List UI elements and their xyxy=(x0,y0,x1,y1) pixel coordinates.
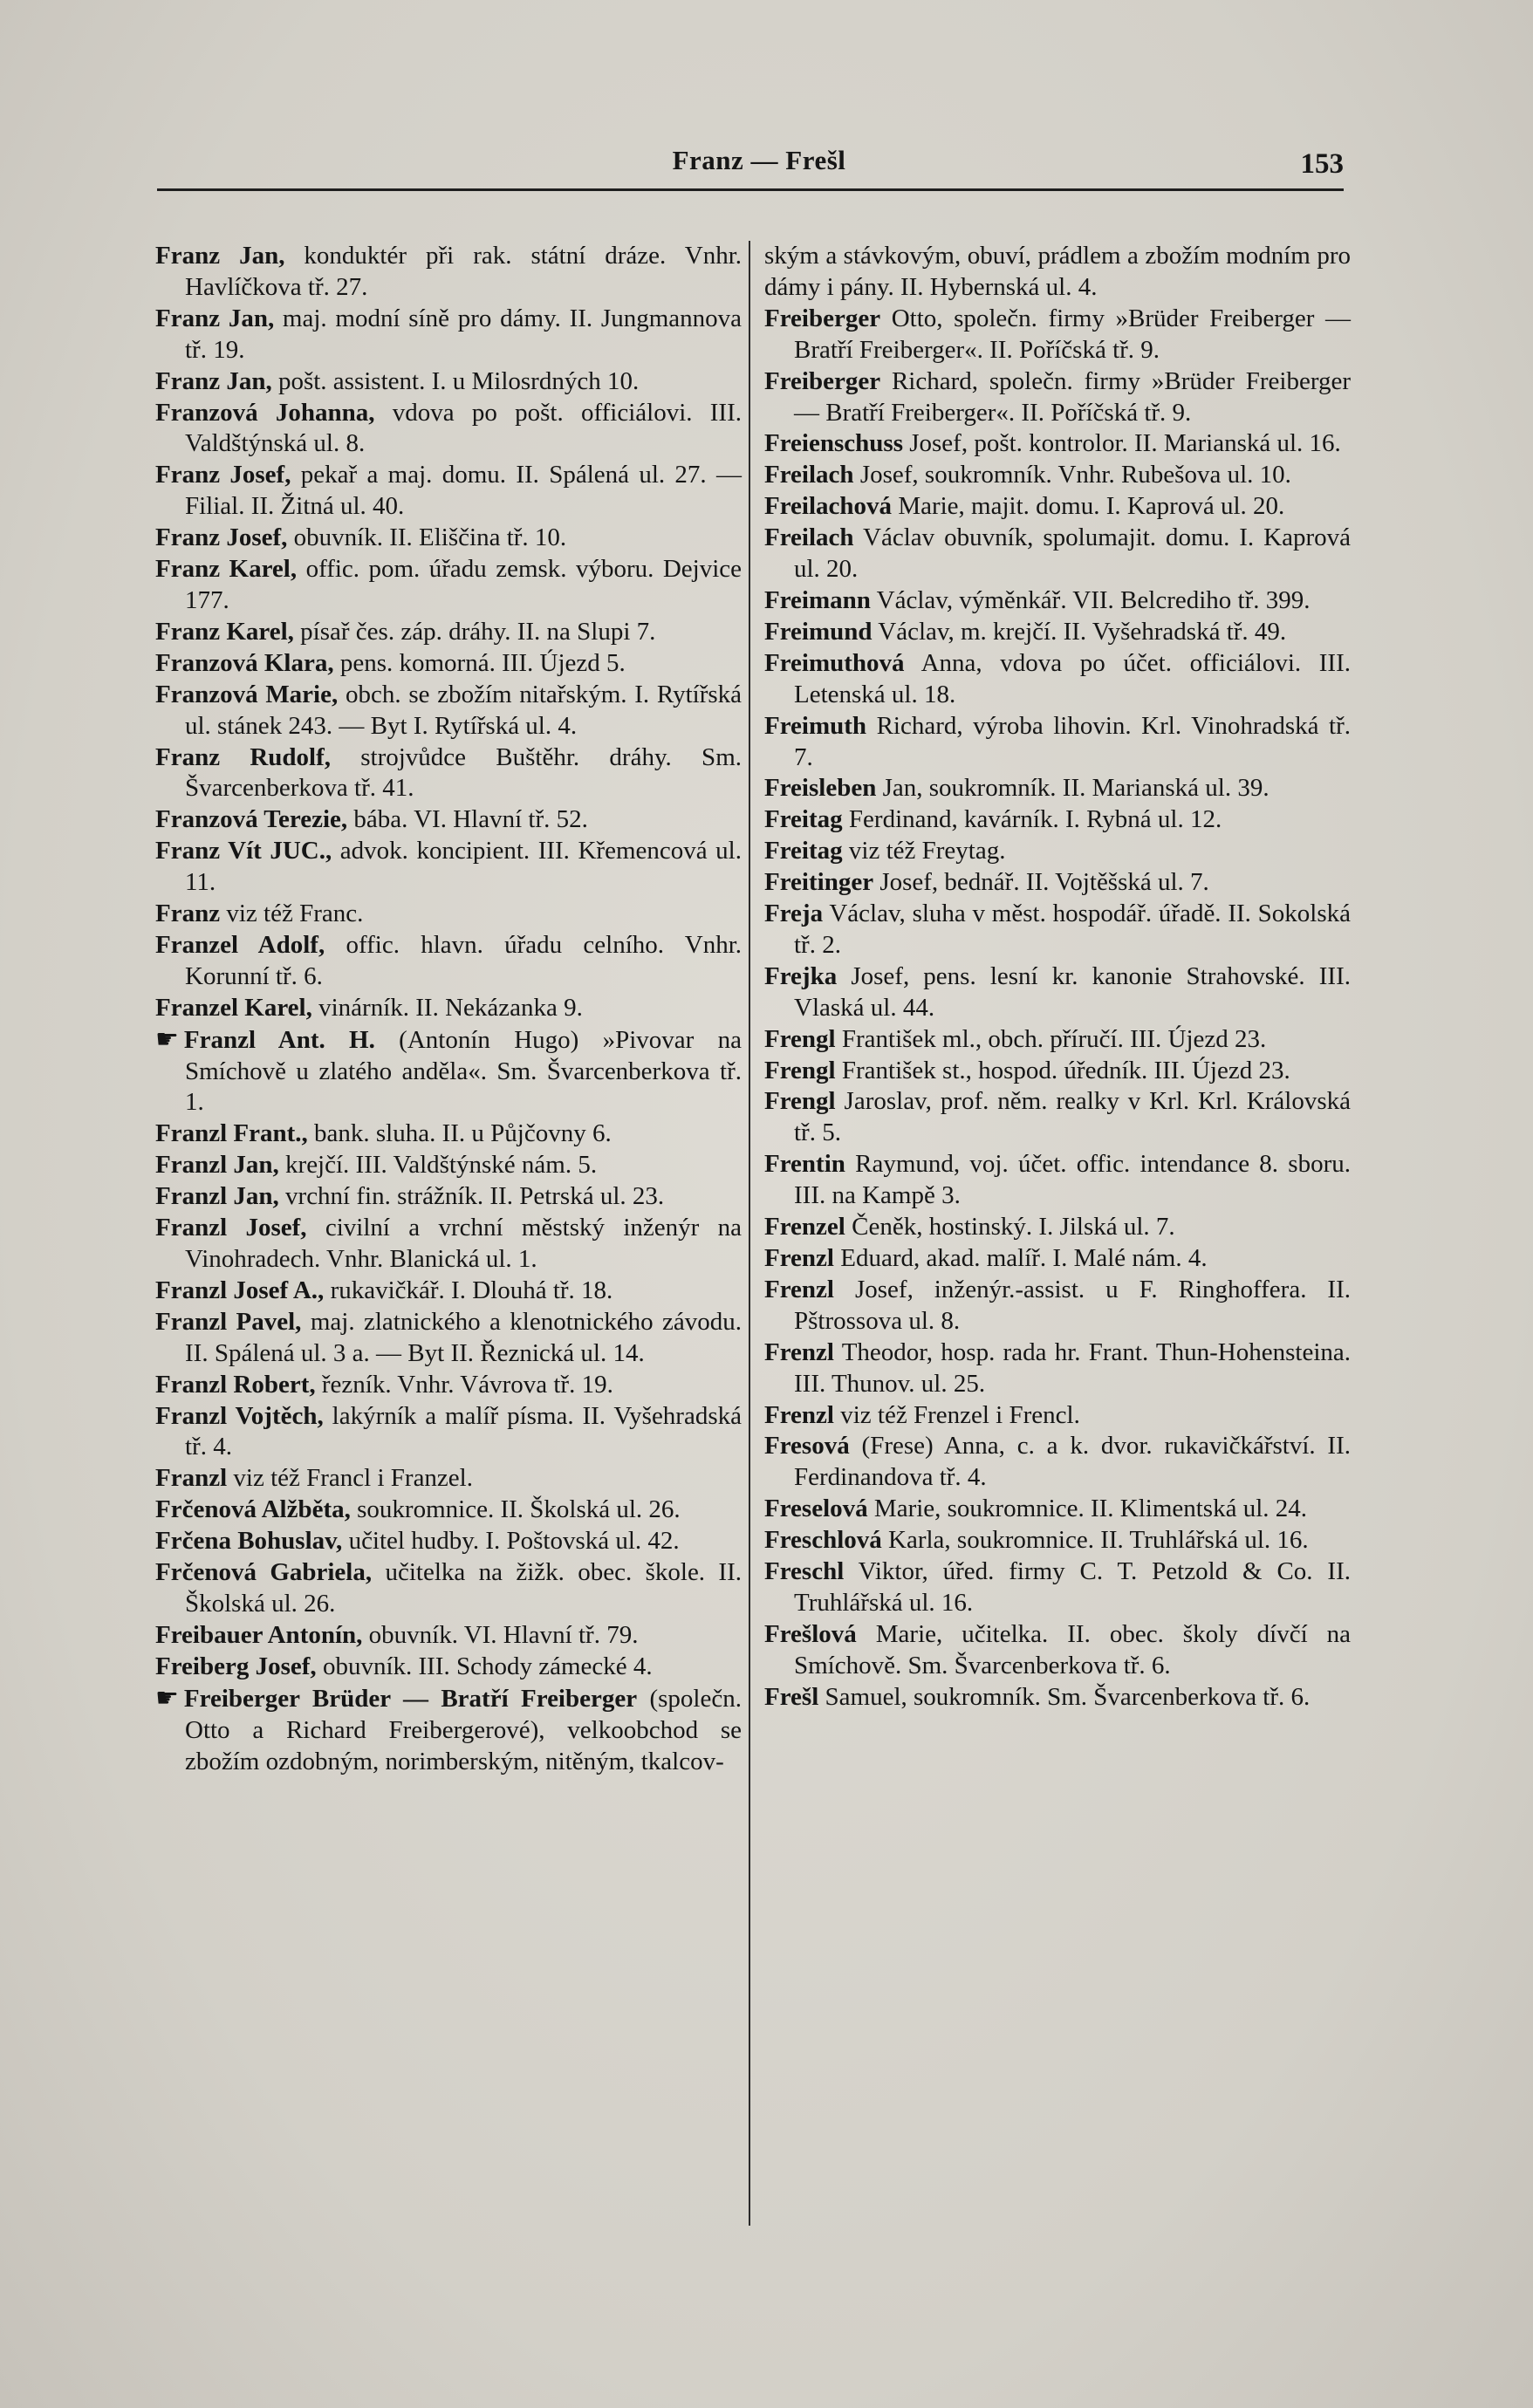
directory-entry xyxy=(764,617,1351,648)
entry-name: Franzl Robert, xyxy=(155,1370,316,1399)
entry-text: Richard, výroba lihovin. Krl. Vinohradská tř. 7. xyxy=(794,711,1351,771)
entry-text: obuvník. III. Schody zámecké 4. xyxy=(316,1652,653,1680)
directory-entry xyxy=(155,366,742,398)
entry-text: maj. modní síně pro dámy. II. Jungmannova tř. 19. xyxy=(185,304,742,364)
entry-text: (společn. Otto a Richard Freibergerové), velkoobchod se zbožím ozdobným, norimberským, nitěným, tkalcov- xyxy=(185,1684,742,1775)
directory-entry xyxy=(764,711,1351,774)
entry-text: (Frese) Anna, c. a k. dvor. rukavičkářství. II. Ferdinandova tř. 4. xyxy=(794,1432,1351,1492)
entry-text: Karla, soukromnice. II. Truhlářská ul. 16. xyxy=(881,1526,1309,1555)
entry-name: Freimund xyxy=(764,617,873,646)
directory-entry xyxy=(155,617,742,648)
directory-entry xyxy=(155,554,742,617)
entry-name: Frenzl xyxy=(764,1337,834,1366)
entry-name: Freilach xyxy=(764,461,854,489)
directory-entry xyxy=(155,460,742,523)
directory-entry xyxy=(155,899,742,930)
entry-text: obuvník. II. Eliščina tř. 10. xyxy=(287,523,567,552)
directory-entry xyxy=(764,1212,1351,1243)
directory-entry xyxy=(764,460,1351,491)
entry-text: Marie, soukromnice. II. Klimentská ul. 24. xyxy=(867,1495,1308,1523)
entry-name: Franz Josef, xyxy=(155,523,288,552)
entry-text: Anna, vdova po účet. officiálovi. III. Letenská ul. 18. xyxy=(794,648,1351,708)
entry-name: Freitag xyxy=(764,837,843,865)
entry-name: Franz Jan, xyxy=(155,304,275,332)
entry-name: Fresová xyxy=(764,1432,850,1461)
entry-text: (Antonín Hugo) »Pivovar na Smíchově u zlatého anděla«. Sm. Švarcenberkova tř. 1. xyxy=(185,1025,742,1117)
entry-name: Franz Karel, xyxy=(155,617,294,646)
directory-entry xyxy=(764,773,1351,804)
entry-text: obch. se zbožím nitařským. I. Rytířská ul. stánek 243. — Byt I. Rytířská ul. 4. xyxy=(185,680,743,740)
entry-text: Viktor, úřed. firmy C. T. Petzold & Co. II. Truhlářská ul. 16. xyxy=(794,1557,1351,1617)
entry-text: řezník. Vnhr. Vávrova tř. 19. xyxy=(315,1370,613,1399)
entry-name: Franzl Josef, xyxy=(155,1214,307,1242)
pointing-hand-icon: ☛ xyxy=(155,1682,179,1714)
entry-name: Freja xyxy=(764,900,824,928)
entry-text: lakýrník a malíř písma. II. Vyšehradská tř. 4. xyxy=(185,1401,742,1461)
entry-name: Frenzel xyxy=(764,1213,845,1242)
directory-entry xyxy=(155,1557,742,1620)
directory-entry xyxy=(764,585,1351,617)
entry-text: Eduard, akad. malíř. I. Malé nám. 4. xyxy=(834,1244,1208,1272)
directory-entry xyxy=(155,304,742,366)
entry-name: Freilach xyxy=(764,523,854,552)
entry-text: Marie, učitelka. II. obec. školy dívčí na Smíchově. Sm. Švarcenberkova tř. 6. xyxy=(794,1619,1351,1679)
entry-name: Franz Vít JUC., xyxy=(155,837,332,865)
directory-entry xyxy=(155,1495,742,1526)
entry-name: Franzová Klara, xyxy=(155,648,334,677)
directory-entry xyxy=(764,648,1351,711)
directory-entry xyxy=(764,961,1351,1024)
directory-entry xyxy=(155,680,742,742)
directory-entry xyxy=(155,1463,742,1495)
entry-name: Frčenová Gabriela, xyxy=(155,1558,373,1587)
directory-entry xyxy=(764,304,1351,366)
entry-name: Freilachová xyxy=(764,492,893,521)
entry-text: viz též Frenzel i Frencl. xyxy=(834,1400,1080,1429)
entry-text: civilní a vrchní městský inženýr na Vinohradech. Vnhr. Blanická ul. 1. xyxy=(185,1214,742,1273)
entry-name: Freiberger Brüder — Bratří Freiberger xyxy=(183,1684,638,1713)
entry-name: Franz Josef, xyxy=(155,461,291,489)
entry-text: učitelka na žižk. obec. škole. II. Školská ul. 26. xyxy=(185,1558,742,1618)
directory-entry xyxy=(155,1276,742,1307)
directory-entry xyxy=(155,930,742,993)
entry-text: Josef, pens. lesní kr. kanonie Strahovské. III. Vlaská ul. 44. xyxy=(794,961,1351,1022)
entry-name: Freiberger xyxy=(764,366,881,395)
directory-entry xyxy=(764,1400,1351,1432)
directory-entry xyxy=(155,1526,742,1557)
directory-entry xyxy=(764,1525,1351,1556)
directory-entry xyxy=(764,241,1351,304)
entry-name: Frčena Bohuslav, xyxy=(155,1527,343,1556)
entry-text: viz též Francl i Franzel. xyxy=(227,1464,473,1493)
header-rule xyxy=(157,188,1344,191)
directory-entry xyxy=(155,1620,742,1652)
entry-text: Václav, sluha v měst. hospodář. úřadě. II. Sokolská tř. 2. xyxy=(794,900,1351,959)
entry-text: offic. hlavn. úřadu celního. Vnhr. Korunní tř. 6. xyxy=(185,930,743,990)
entry-text: strojvůdce Buštěhr. dráhy. Sm. Švarcenberkova tř. 41. xyxy=(185,742,742,803)
entry-text: pens. komorná. III. Újezd 5. xyxy=(333,648,626,677)
directory-entry xyxy=(764,1086,1351,1149)
entry-name: Franzl Jan, xyxy=(155,1182,279,1211)
entry-name: Freiberger xyxy=(764,304,881,332)
entry-text: učitel hudby. I. Poštovská ul. 42. xyxy=(342,1527,680,1556)
entry-name: Franzl Ant. H. xyxy=(183,1025,375,1054)
directory-entry xyxy=(764,867,1351,899)
directory-entry xyxy=(155,1181,742,1213)
entry-text: František st., hospod. úředník. III. Újezd 23. xyxy=(835,1056,1290,1084)
entry-name: Franz Rudolf, xyxy=(155,742,331,771)
entry-text: offic. pom. úřadu zemsk. výboru. Dejvice 177. xyxy=(185,555,742,614)
entry-text: Josef, bednář. II. Vojtěšská ul. 7. xyxy=(873,868,1209,897)
entry-name: Frešl xyxy=(764,1682,819,1711)
entry-name: Franzová Marie, xyxy=(155,680,339,708)
entry-text: obuvník. VI. Hlavní tř. 79. xyxy=(362,1620,639,1649)
directory-entry xyxy=(764,491,1351,523)
entry-name: Freimuth xyxy=(764,711,867,740)
directory-entry xyxy=(764,1494,1351,1525)
entry-name: Frenzl xyxy=(764,1275,834,1303)
entry-name: Freschlová xyxy=(764,1526,882,1555)
entry-text: Václav, m. krejčí. II. Vyšehradská tř. 49. xyxy=(872,617,1287,646)
entry-name: Franzel Karel, xyxy=(155,993,312,1022)
directory-entry xyxy=(155,398,742,461)
entry-text: soukromnice. II. Školská ul. 26. xyxy=(350,1495,681,1524)
right-column xyxy=(764,241,1351,1714)
entry-text: Richard, společn. firmy »Brüder Freiberger — Bratří Freiberger«. II. Poříčská tř. 9. xyxy=(794,366,1351,427)
directory-entry xyxy=(155,836,742,899)
entry-text: pekař a maj. domu. II. Spálená ul. 27. — Filial. II. Žitná ul. 40. xyxy=(185,461,742,521)
directory-entry xyxy=(155,648,742,680)
directory-entry xyxy=(155,742,742,805)
entry-name: Freitinger xyxy=(764,868,874,897)
left-column xyxy=(155,241,742,1777)
directory-entry xyxy=(764,366,1351,429)
entry-text: krejčí. III. Valdštýnské nám. 5. xyxy=(278,1151,598,1180)
directory-entry xyxy=(764,899,1351,961)
directory-entry xyxy=(155,1213,742,1276)
directory-entry xyxy=(764,1682,1351,1714)
directory-entry xyxy=(764,836,1351,867)
entry-text: Samuel, soukromník. Sm. Švarcenberkova tř. 6. xyxy=(818,1682,1311,1711)
directory-entry xyxy=(764,1243,1351,1275)
entry-text: viz též Franc. xyxy=(220,900,364,928)
entry-name: Franzová Johanna, xyxy=(155,398,375,427)
page-number: 153 xyxy=(1300,148,1344,180)
entry-name: Freitag xyxy=(764,805,843,834)
entry-name: Frenzl xyxy=(764,1244,834,1272)
entry-text: Čeněk, hostinský. I. Jilská ul. 7. xyxy=(845,1213,1175,1242)
column-divider xyxy=(749,241,750,2226)
directory-entry xyxy=(764,1024,1351,1056)
entry-text: bank. sluha. II. u Půjčovny 6. xyxy=(307,1119,612,1148)
directory-entry xyxy=(155,1307,742,1370)
directory-entry xyxy=(764,1619,1351,1682)
entry-text: Raymund, voj. účet. offic. intendance 8. sboru. III. na Kampě 3. xyxy=(794,1150,1351,1210)
directory-entry xyxy=(764,1556,1351,1619)
entry-text: Václav obuvník, spolumajit. domu. I. Kaprová ul. 20. xyxy=(794,523,1351,584)
directory-entry xyxy=(764,1275,1351,1337)
entry-text: Josef, pošt. kontrolor. II. Marianská ul. 16. xyxy=(902,429,1341,458)
entry-name: Freibauer Antonín, xyxy=(155,1620,363,1649)
directory-entry xyxy=(155,993,742,1024)
entry-name: Frejka xyxy=(764,961,838,990)
entry-text: Theodor, hosp. rada hr. Frant. Thun-Hohensteina. III. Thunov. ul. 25. xyxy=(794,1337,1351,1398)
directory-entry xyxy=(155,1118,742,1150)
directory-entry xyxy=(764,804,1351,836)
entry-name: Franzl Pavel, xyxy=(155,1307,302,1336)
entry-name: Franz Jan, xyxy=(155,366,272,395)
entry-text: písař čes. záp. dráhy. II. na Slupi 7. xyxy=(293,617,656,646)
entry-text: František ml., obch. příručí. III. Újezd 23. xyxy=(835,1024,1267,1053)
entry-text: Jaroslav, prof. něm. realky v Krl. Krl. Královská tř. 5. xyxy=(794,1087,1351,1147)
directory-entry xyxy=(764,1337,1351,1400)
entry-text: bába. VI. Hlavní tř. 52. xyxy=(347,805,588,834)
entry-name: Franzl Frant., xyxy=(155,1119,308,1148)
pointing-hand-icon: ☛ xyxy=(155,1023,179,1055)
entry-text: vinárník. II. Nekázanka 9. xyxy=(311,993,583,1022)
entry-text: rukavičkář. I. Dlouhá tř. 18. xyxy=(324,1276,613,1304)
directory-entry xyxy=(764,1149,1351,1212)
directory-entry xyxy=(764,428,1351,460)
entry-name: Freimuthová xyxy=(764,648,905,677)
entry-name: Frčenová Alžběta, xyxy=(155,1495,351,1524)
directory-entry xyxy=(764,1431,1351,1494)
entry-text: Václav, výměnkář. VII. Belcrediho tř. 399. xyxy=(870,585,1311,614)
entry-text: Otto, společn. firmy »Brüder Freiberger — Bratří Freiberger«. II. Poříčská tř. 9. xyxy=(794,304,1351,364)
directory-entry xyxy=(155,1150,742,1181)
entry-name: Frenzl xyxy=(764,1400,834,1429)
entry-name: Franzová Terezie, xyxy=(155,805,348,834)
entry-text: ským a stávkovým, obuví, prádlem a zbožím modním pro dámy i pány. II. Hybernská ul. 4. xyxy=(764,242,1351,301)
entry-name: Frentin xyxy=(764,1150,845,1179)
entry-name: Franzl Vojtěch, xyxy=(155,1401,324,1430)
entry-text: konduktér při rak. státní dráze. Vnhr. Havlíčkova tř. 27. xyxy=(185,242,743,301)
entry-text: Ferdinand, kavárník. I. Rybná ul. 12. xyxy=(842,805,1222,834)
running-title: Franz — Frešl xyxy=(672,145,846,175)
entry-name: Franz Jan, xyxy=(155,242,285,270)
entry-name: Freschl xyxy=(764,1557,845,1586)
entry-name: Freienschuss xyxy=(764,429,903,458)
directory-entry xyxy=(155,1370,742,1401)
entry-name: Franzl xyxy=(155,1464,228,1493)
entry-text: Jan, soukromník. II. Marianská ul. 39. xyxy=(876,774,1270,803)
directory-entry xyxy=(764,523,1351,585)
entry-name: Freisleben xyxy=(764,774,877,803)
entry-name: Franz Karel, xyxy=(155,555,298,584)
entry-name: Frengl xyxy=(764,1087,836,1116)
directory-entry xyxy=(155,1652,742,1683)
entry-text: vrchní fin. strážník. II. Petrská ul. 23. xyxy=(278,1182,665,1211)
entry-text: Josef, soukromník. Vnhr. Rubešova ul. 10. xyxy=(853,461,1291,489)
entry-text: Josef, inženýr.-assist. u F. Ringhoffera. II. Pštrossova ul. 8. xyxy=(794,1275,1351,1335)
entry-name: Frešlová xyxy=(764,1619,857,1648)
entry-name: Franzel Adolf, xyxy=(155,930,325,959)
directory-entry xyxy=(155,804,742,836)
entry-text: maj. zlatnického a klenotnického závodu. II. Spálená ul. 3 a. — Byt II. Řeznická ul. 14. xyxy=(185,1307,742,1367)
entry-name: Freselová xyxy=(764,1495,868,1523)
directory-entry xyxy=(155,1024,742,1119)
entry-text: advok. koncipient. III. Křemencová ul. 11. xyxy=(185,837,742,897)
entry-text: vdova po pošt. officiálovi. III. Valdštýnská ul. 8. xyxy=(185,398,742,458)
entry-name: Franz xyxy=(155,900,221,928)
entry-text: Marie, majit. domu. I. Kaprová ul. 20. xyxy=(892,492,1285,521)
entry-name: Frengl xyxy=(764,1056,836,1084)
directory-entry xyxy=(155,1683,742,1778)
entry-name: Franzl Jan, xyxy=(155,1151,279,1180)
directory-entry xyxy=(764,1056,1351,1087)
directory-entry xyxy=(155,241,742,304)
directory-entry xyxy=(155,523,742,554)
entry-text: viz též Freytag. xyxy=(842,837,1006,865)
entry-name: Frengl xyxy=(764,1024,836,1053)
entry-text: pošt. assistent. I. u Milosrdných 10. xyxy=(271,366,640,395)
entry-name: Freimann xyxy=(764,585,871,614)
entry-name: Freiberg Josef, xyxy=(155,1652,317,1680)
directory-entry xyxy=(155,1401,742,1464)
entry-name: Franzl Josef A., xyxy=(155,1276,325,1304)
